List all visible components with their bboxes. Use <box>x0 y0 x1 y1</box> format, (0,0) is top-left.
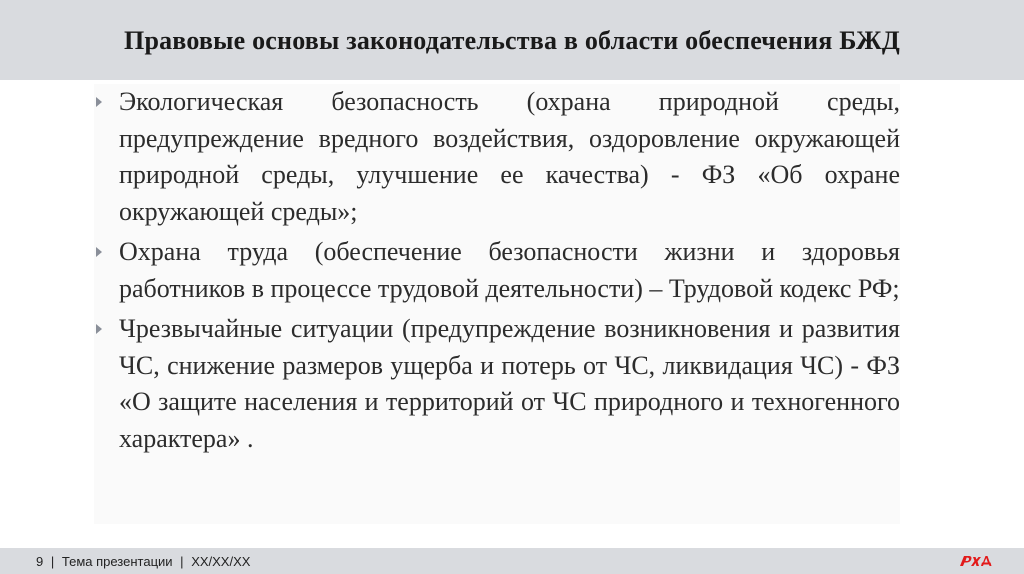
presentation-date: XX/XX/XX <box>191 554 251 569</box>
presentation-topic: Тема презентации <box>61 554 173 569</box>
footer-separator: | <box>50 554 55 569</box>
bullet-text: Охрана труда (обеспечение безопасности жизни и здоровья работников в процессе трудовой деятельности) – Трудовой кодекс РФ; <box>119 237 900 303</box>
slide-title: Правовые основы законодательства в области обеспечения БЖД <box>124 26 900 55</box>
title-bar <box>0 0 1024 80</box>
bullet-list <box>94 84 900 457</box>
footer-text <box>36 554 250 569</box>
bullet-text: Экологическая безопасность (охрана природной среды, предупреждение вредного воздействия, оздоровление окружающей природной среды, улучшение ее качества) - ФЗ «Об охране окружающей среды»; <box>119 87 900 226</box>
triangle-right-icon <box>96 97 102 107</box>
bullet-item-emergency <box>94 311 900 457</box>
triangle-right-icon <box>96 324 102 334</box>
page-number: 9 <box>36 554 44 569</box>
bullet-item-labor-safety <box>94 234 900 307</box>
footer-bar <box>0 548 1024 574</box>
bullet-item-ecology <box>94 84 900 230</box>
triangle-right-icon <box>96 247 102 257</box>
footer-separator: | <box>180 554 184 569</box>
rzd-logo-icon <box>958 553 994 569</box>
slide-content <box>94 84 900 524</box>
bullet-text: Чрезвычайные ситуации (предупреждение возникновения и развития ЧС, снижение размеров ущерба и потерь от ЧС, ликвидация ЧС) - ФЗ «О защите населения и территорий от ЧС природного и техногенного характера» . <box>119 314 900 453</box>
